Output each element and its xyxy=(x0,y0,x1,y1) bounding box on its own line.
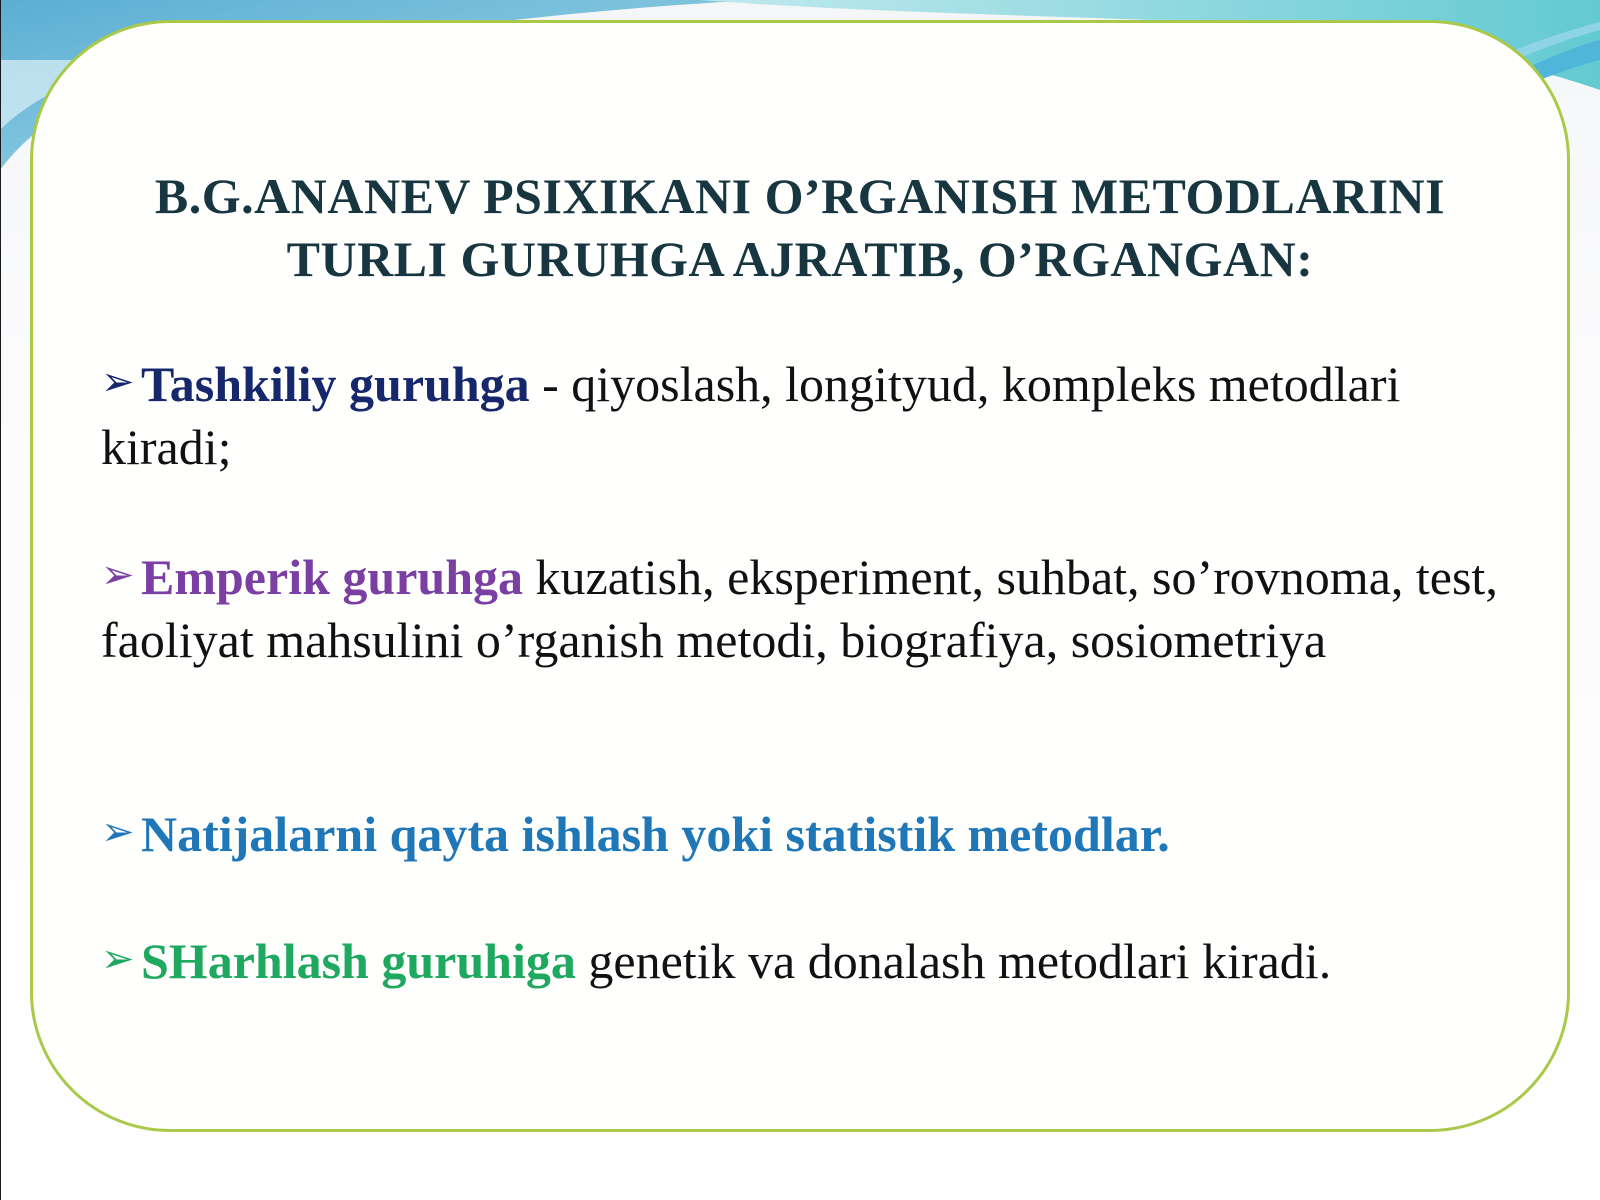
item-term: SHarhlash guruhiga xyxy=(141,933,576,989)
item-text: genetik va donalash metodlari kiradi. xyxy=(575,933,1332,989)
item-text: kuzatish, eksperiment, suhbat, so’rovnoma, test, faoliyat mahsulini o’rganish metodi, biografiya, sosiometriya xyxy=(101,549,1498,668)
arrow-bullet-icon: ➢ xyxy=(101,552,135,597)
arrow-bullet-icon: ➢ xyxy=(101,936,135,981)
arrow-bullet-icon: ➢ xyxy=(101,809,135,854)
slide-title: B.G.ANANEV PSIXIKANI O’RGANISH METODLARINI TURLI GURUHGA AJRATIB, O’RGANGAN: xyxy=(154,168,1446,287)
item-term: Tashkiliy guruhga xyxy=(141,356,530,412)
list-item xyxy=(101,546,1521,672)
arrow-bullet-icon: ➢ xyxy=(101,359,135,404)
list-item xyxy=(101,803,1521,866)
list-item xyxy=(101,353,1521,479)
item-text: - qiyoslash, longityud, kompleks metodlari kiradi; xyxy=(101,356,1401,475)
item-term: Natijalarni qayta ishlash yoki statistik metodlar. xyxy=(141,806,1170,862)
list-item xyxy=(101,930,1521,993)
item-term: Emperik guruhga xyxy=(141,549,524,605)
